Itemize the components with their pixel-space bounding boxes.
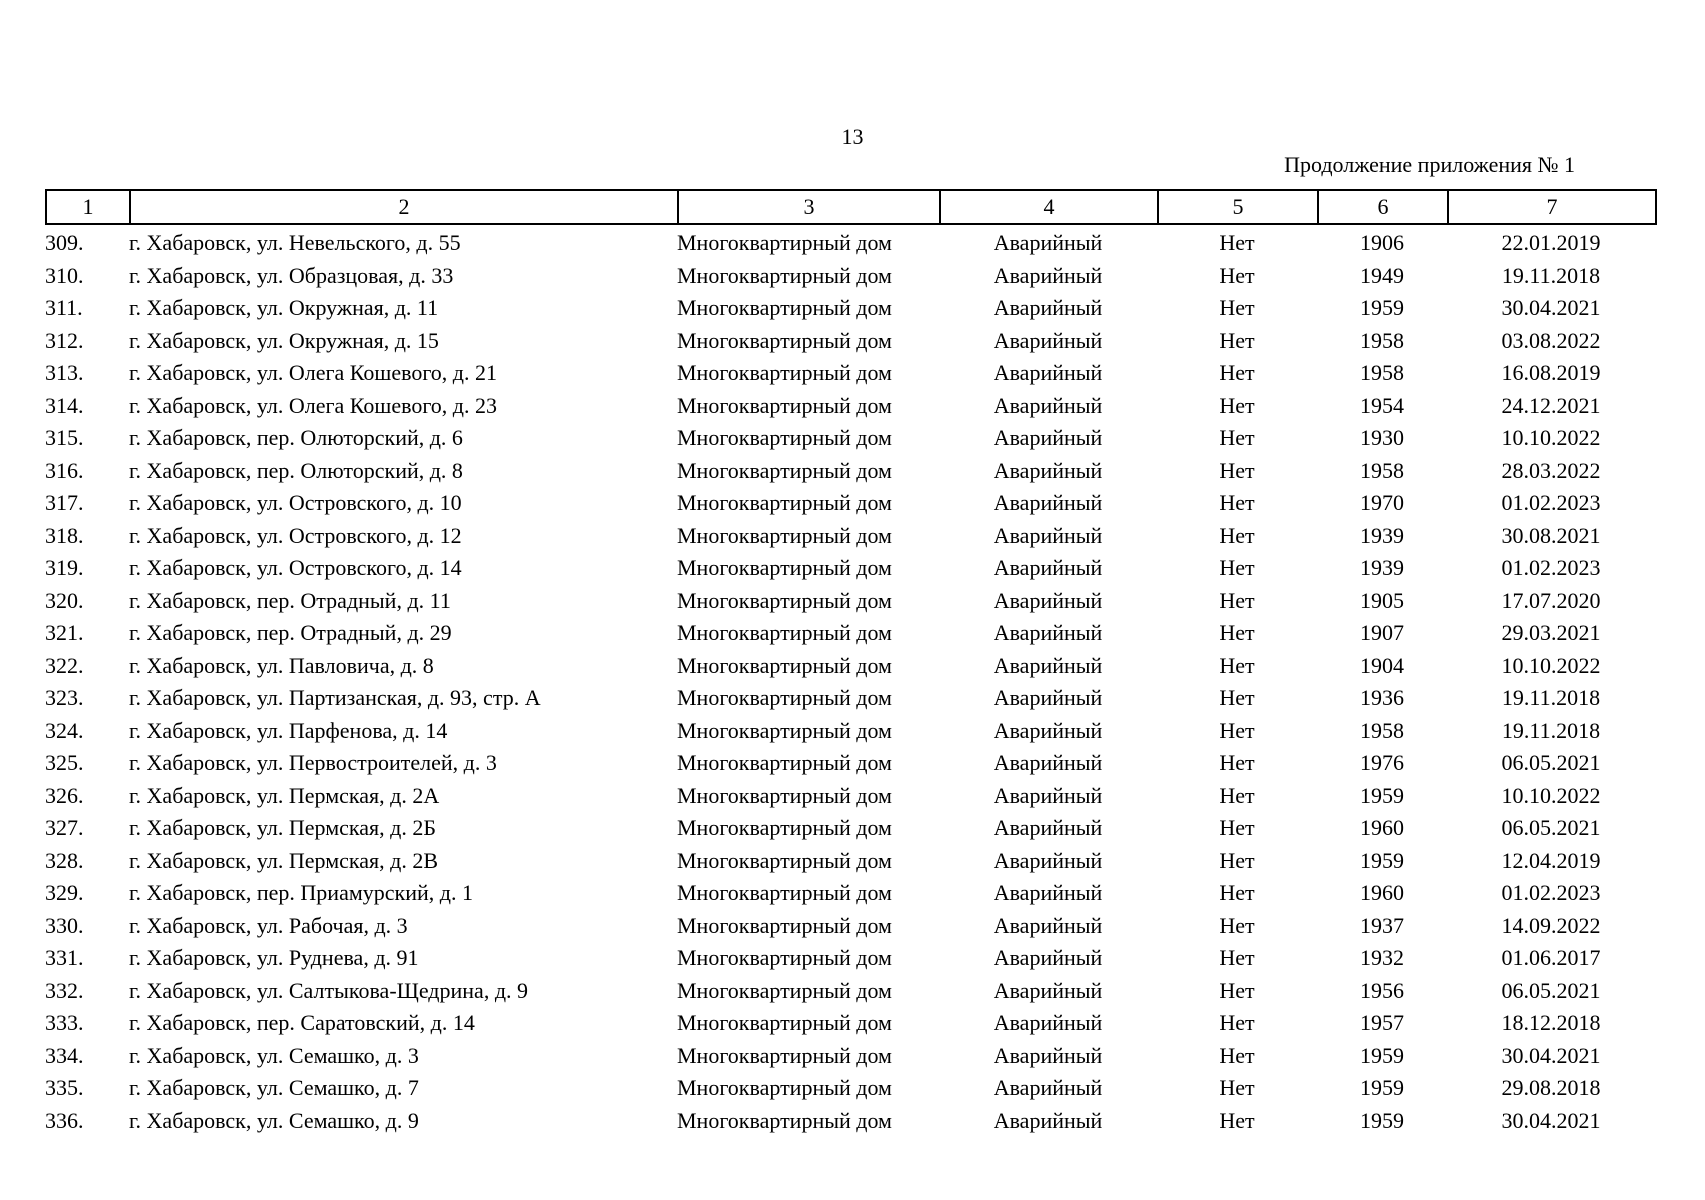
column-header-5: 5: [1158, 190, 1318, 224]
column-header-3: 3: [678, 190, 940, 224]
flag: Нет: [1219, 230, 1255, 256]
row-number: 326.: [45, 782, 84, 808]
row-number: 315.: [45, 425, 84, 451]
table-row: [45, 1105, 1655, 1138]
building-type: Многоквартирный дом: [677, 912, 892, 938]
table-row: [45, 845, 1655, 878]
year-built: 1970: [1360, 490, 1404, 516]
flag: Нет: [1219, 1075, 1255, 1101]
date: 06.05.2021: [1501, 977, 1601, 1003]
condition: Аварийный: [993, 977, 1103, 1003]
row-number: 316.: [45, 457, 84, 483]
date: 28.03.2022: [1501, 457, 1601, 483]
building-type: Многоквартирный дом: [677, 1042, 892, 1068]
year-built: 1954: [1360, 392, 1404, 418]
building-type: Многоквартирный дом: [677, 555, 892, 581]
building-type: Многоквартирный дом: [677, 425, 892, 451]
building-type: Многоквартирный дом: [677, 522, 892, 548]
condition: Аварийный: [993, 815, 1103, 841]
condition: Аварийный: [993, 750, 1103, 776]
table-row: [45, 455, 1655, 488]
address: г. Хабаровск, ул. Островского, д. 14: [129, 555, 462, 581]
date: 06.05.2021: [1501, 750, 1601, 776]
year-built: 1958: [1360, 360, 1404, 386]
address: г. Хабаровск, ул. Партизанская, д. 93, стр. А: [129, 685, 541, 711]
year-built: 1976: [1360, 750, 1404, 776]
year-built: 1956: [1360, 977, 1404, 1003]
building-type: Многоквартирный дом: [677, 620, 892, 646]
table-row: [45, 617, 1655, 650]
address: г. Хабаровск, ул. Рабочая, д. 3: [129, 912, 408, 938]
row-number: 324.: [45, 717, 84, 743]
address: г. Хабаровск, ул. Пермская, д. 2Б: [129, 815, 436, 841]
table-row: [45, 1007, 1655, 1040]
row-number: 323.: [45, 685, 84, 711]
table-row: [45, 357, 1655, 390]
building-type: Многоквартирный дом: [677, 457, 892, 483]
row-number: 319.: [45, 555, 84, 581]
address: г. Хабаровск, пер. Олюторский, д. 6: [129, 425, 463, 451]
column-header-7: 7: [1448, 190, 1656, 224]
address: г. Хабаровск, ул. Образцовая, д. 33: [129, 262, 454, 288]
year-built: 1906: [1360, 230, 1404, 256]
address: г. Хабаровск, пер. Олюторский, д. 8: [129, 457, 463, 483]
condition: Аварийный: [993, 522, 1103, 548]
address: г. Хабаровск, пер. Приамурский, д. 1: [129, 880, 473, 906]
date: 30.04.2021: [1501, 295, 1601, 321]
condition: Аварийный: [993, 425, 1103, 451]
row-number: 313.: [45, 360, 84, 386]
date: 01.02.2023: [1501, 490, 1601, 516]
address: г. Хабаровск, ул. Пермская, д. 2А: [129, 782, 440, 808]
table-row: [45, 1040, 1655, 1073]
address: г. Хабаровск, ул. Салтыкова-Щедрина, д. 9: [129, 977, 529, 1003]
year-built: 1958: [1360, 327, 1404, 353]
row-number: 311.: [45, 295, 83, 321]
condition: Аварийный: [993, 912, 1103, 938]
flag: Нет: [1219, 555, 1255, 581]
address: г. Хабаровск, ул. Олега Кошевого, д. 21: [129, 360, 497, 386]
table-row: [45, 747, 1655, 780]
building-type: Многоквартирный дом: [677, 782, 892, 808]
address: г. Хабаровск, ул. Павловича, д. 8: [129, 652, 434, 678]
address: г. Хабаровск, ул. Островского, д. 10: [129, 490, 462, 516]
column-header-4: 4: [940, 190, 1158, 224]
column-number-header: [45, 189, 1657, 225]
flag: Нет: [1219, 750, 1255, 776]
condition: Аварийный: [993, 587, 1103, 613]
table-row: [45, 390, 1655, 423]
year-built: 1959: [1360, 295, 1404, 321]
date: 14.09.2022: [1501, 912, 1601, 938]
year-built: 1958: [1360, 717, 1404, 743]
year-built: 1959: [1360, 847, 1404, 873]
table-row: [45, 585, 1655, 618]
address: г. Хабаровск, ул. Островского, д. 12: [129, 522, 462, 548]
address: г. Хабаровск, ул. Семашко, д. 7: [129, 1075, 419, 1101]
flag: Нет: [1219, 522, 1255, 548]
table-row: [45, 682, 1655, 715]
year-built: 1960: [1360, 815, 1404, 841]
date: 30.04.2021: [1501, 1042, 1601, 1068]
page-number: 13: [841, 124, 864, 149]
address: г. Хабаровск, ул. Пермская, д. 2В: [129, 847, 438, 873]
building-type: Многоквартирный дом: [677, 1075, 892, 1101]
year-built: 1939: [1360, 522, 1404, 548]
date: 10.10.2022: [1501, 425, 1601, 451]
table-row: [45, 975, 1655, 1008]
condition: Аварийный: [993, 490, 1103, 516]
continuation-label: Продолжение приложения № 1: [1284, 152, 1575, 177]
flag: Нет: [1219, 782, 1255, 808]
condition: Аварийный: [993, 620, 1103, 646]
flag: Нет: [1219, 880, 1255, 906]
column-header-6: 6: [1318, 190, 1448, 224]
table-row: [45, 877, 1655, 910]
year-built: 1958: [1360, 457, 1404, 483]
date: 19.11.2018: [1501, 685, 1601, 711]
row-number: 325.: [45, 750, 84, 776]
date: 24.12.2021: [1501, 392, 1601, 418]
year-built: 1904: [1360, 652, 1404, 678]
building-type: Многоквартирный дом: [677, 847, 892, 873]
address: г. Хабаровск, ул. Руднева, д. 91: [129, 945, 419, 971]
address: г. Хабаровск, ул. Олега Кошевого, д. 23: [129, 392, 497, 418]
column-header-2: 2: [130, 190, 678, 224]
date: 18.12.2018: [1501, 1010, 1601, 1036]
address: г. Хабаровск, ул. Окружная, д. 11: [129, 295, 439, 321]
table-row: [45, 260, 1655, 293]
building-type: Многоквартирный дом: [677, 327, 892, 353]
year-built: 1936: [1360, 685, 1404, 711]
building-type: Многоквартирный дом: [677, 490, 892, 516]
building-type: Многоквартирный дом: [677, 230, 892, 256]
address: г. Хабаровск, ул. Невельского, д. 55: [129, 230, 461, 256]
year-built: 1905: [1360, 587, 1404, 613]
address: г. Хабаровск, пер. Отрадный, д. 11: [129, 587, 451, 613]
condition: Аварийный: [993, 230, 1103, 256]
date: 29.08.2018: [1501, 1075, 1601, 1101]
building-type: Многоквартирный дом: [677, 360, 892, 386]
address: г. Хабаровск, пер. Саратовский, д. 14: [129, 1010, 475, 1036]
column-header-1: 1: [46, 190, 130, 224]
year-built: 1957: [1360, 1010, 1404, 1036]
date: 12.04.2019: [1501, 847, 1601, 873]
year-built: 1959: [1360, 1075, 1404, 1101]
condition: Аварийный: [993, 262, 1103, 288]
date: 19.11.2018: [1501, 717, 1601, 743]
address: г. Хабаровск, ул. Окружная, д. 15: [129, 327, 439, 353]
building-type: Многоквартирный дом: [677, 815, 892, 841]
building-type: Многоквартирный дом: [677, 945, 892, 971]
building-type: Многоквартирный дом: [677, 295, 892, 321]
row-number: 318.: [45, 522, 84, 548]
date: 22.01.2019: [1501, 230, 1601, 256]
date: 30.08.2021: [1501, 522, 1601, 548]
year-built: 1932: [1360, 945, 1404, 971]
condition: Аварийный: [993, 1107, 1103, 1133]
building-type: Многоквартирный дом: [677, 652, 892, 678]
flag: Нет: [1219, 977, 1255, 1003]
year-built: 1959: [1360, 782, 1404, 808]
row-number: 309.: [45, 230, 84, 256]
table-row: [45, 715, 1655, 748]
address: г. Хабаровск, ул. Первостроителей, д. 3: [129, 750, 497, 776]
table-row: [45, 1072, 1655, 1105]
row-number: 331.: [45, 945, 84, 971]
address: г. Хабаровск, ул. Парфенова, д. 14: [129, 717, 448, 743]
address: г. Хабаровск, пер. Отрадный, д. 29: [129, 620, 452, 646]
flag: Нет: [1219, 327, 1255, 353]
table-row: [45, 422, 1655, 455]
date: 17.07.2020: [1501, 587, 1601, 613]
flag: Нет: [1219, 490, 1255, 516]
table-row: [45, 650, 1655, 683]
building-type: Многоквартирный дом: [677, 587, 892, 613]
condition: Аварийный: [993, 457, 1103, 483]
condition: Аварийный: [993, 1010, 1103, 1036]
row-number: 330.: [45, 912, 84, 938]
table-row: [45, 227, 1655, 260]
flag: Нет: [1219, 425, 1255, 451]
condition: Аварийный: [993, 1042, 1103, 1068]
flag: Нет: [1219, 717, 1255, 743]
condition: Аварийный: [993, 327, 1103, 353]
year-built: 1960: [1360, 880, 1404, 906]
flag: Нет: [1219, 945, 1255, 971]
flag: Нет: [1219, 912, 1255, 938]
building-type: Многоквартирный дом: [677, 717, 892, 743]
flag: Нет: [1219, 587, 1255, 613]
year-built: 1930: [1360, 425, 1404, 451]
header-row: [46, 190, 1656, 224]
condition: Аварийный: [993, 360, 1103, 386]
address: г. Хабаровск, ул. Семашко, д. 3: [129, 1042, 419, 1068]
table-row: [45, 942, 1655, 975]
date: 30.04.2021: [1501, 1107, 1601, 1133]
buildings-table: [45, 227, 1655, 1137]
table-row: [45, 325, 1655, 358]
flag: Нет: [1219, 262, 1255, 288]
year-built: 1959: [1360, 1042, 1404, 1068]
date: 01.02.2023: [1501, 880, 1601, 906]
table-row: [45, 487, 1655, 520]
row-number: 322.: [45, 652, 84, 678]
building-type: Многоквартирный дом: [677, 1107, 892, 1133]
table-row: [45, 292, 1655, 325]
flag: Нет: [1219, 685, 1255, 711]
flag: Нет: [1219, 652, 1255, 678]
flag: Нет: [1219, 620, 1255, 646]
building-type: Многоквартирный дом: [677, 880, 892, 906]
row-number: 320.: [45, 587, 84, 613]
year-built: 1937: [1360, 912, 1404, 938]
year-built: 1939: [1360, 555, 1404, 581]
row-number: 333.: [45, 1010, 84, 1036]
row-number: 327.: [45, 815, 84, 841]
row-number: 310.: [45, 262, 84, 288]
table-row: [45, 910, 1655, 943]
condition: Аварийный: [993, 945, 1103, 971]
table-row: [45, 520, 1655, 553]
condition: Аварийный: [993, 717, 1103, 743]
table-row: [45, 780, 1655, 813]
flag: Нет: [1219, 815, 1255, 841]
flag: Нет: [1219, 360, 1255, 386]
condition: Аварийный: [993, 880, 1103, 906]
date: 01.02.2023: [1501, 555, 1601, 581]
year-built: 1959: [1360, 1107, 1404, 1133]
row-number: 334.: [45, 1042, 84, 1068]
row-number: 328.: [45, 847, 84, 873]
date: 01.06.2017: [1501, 945, 1601, 971]
flag: Нет: [1219, 295, 1255, 321]
building-type: Многоквартирный дом: [677, 262, 892, 288]
building-type: Многоквартирный дом: [677, 1010, 892, 1036]
row-number: 312.: [45, 327, 84, 353]
flag: Нет: [1219, 392, 1255, 418]
table-row: [45, 552, 1655, 585]
row-number: 314.: [45, 392, 84, 418]
building-type: Многоквартирный дом: [677, 685, 892, 711]
flag: Нет: [1219, 1107, 1255, 1133]
condition: Аварийный: [993, 847, 1103, 873]
date: 10.10.2022: [1501, 782, 1601, 808]
year-built: 1949: [1360, 262, 1404, 288]
condition: Аварийный: [993, 295, 1103, 321]
condition: Аварийный: [993, 555, 1103, 581]
date: 10.10.2022: [1501, 652, 1601, 678]
condition: Аварийный: [993, 392, 1103, 418]
row-number: 336.: [45, 1107, 84, 1133]
row-number: 321.: [45, 620, 84, 646]
condition: Аварийный: [993, 652, 1103, 678]
date: 16.08.2019: [1501, 360, 1601, 386]
flag: Нет: [1219, 457, 1255, 483]
flag: Нет: [1219, 847, 1255, 873]
building-type: Многоквартирный дом: [677, 750, 892, 776]
table-row: [45, 812, 1655, 845]
condition: Аварийный: [993, 782, 1103, 808]
building-type: Многоквартирный дом: [677, 977, 892, 1003]
row-number: 332.: [45, 977, 84, 1003]
row-number: 317.: [45, 490, 84, 516]
date: 19.11.2018: [1501, 262, 1601, 288]
condition: Аварийный: [993, 685, 1103, 711]
date: 29.03.2021: [1501, 620, 1601, 646]
row-number: 335.: [45, 1075, 84, 1101]
condition: Аварийный: [993, 1075, 1103, 1101]
year-built: 1907: [1360, 620, 1404, 646]
date: 03.08.2022: [1501, 327, 1601, 353]
flag: Нет: [1219, 1042, 1255, 1068]
row-number: 329.: [45, 880, 84, 906]
building-type: Многоквартирный дом: [677, 392, 892, 418]
flag: Нет: [1219, 1010, 1255, 1036]
address: г. Хабаровск, ул. Семашко, д. 9: [129, 1107, 419, 1133]
date: 06.05.2021: [1501, 815, 1601, 841]
